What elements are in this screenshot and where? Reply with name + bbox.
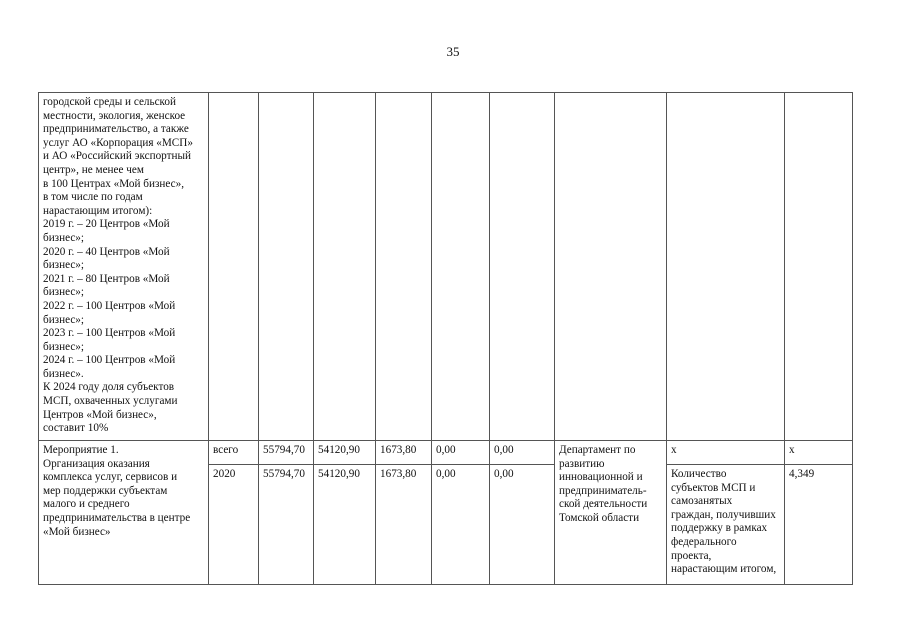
indicator-cell	[667, 441, 785, 465]
page-number: 35	[446, 44, 460, 59]
empty-cell	[490, 93, 555, 441]
federal-cell: 54120,90	[314, 465, 376, 585]
program-table	[38, 92, 853, 585]
regional-cell: 1673,80	[376, 465, 432, 585]
other-cell: 0,00	[490, 465, 555, 585]
empty-cell	[785, 93, 853, 441]
total-cell: 55794,70	[259, 441, 314, 465]
local-cell: 0,00	[432, 465, 490, 585]
continuation-text: городской среды и сельской местности, экология, женское предпринимательство, а также услуг АО «Корпорация «МСП» и АО «Российский экспортный центр», не менее чем в 100 Центрах «Мой бизнес», в том числе по годам нарастающим итогом): 2019 г. – 20 Центров «Мой бизнес»; 2020 г. – 40 Центров «Мой бизнес»; 2021 г. – 80 Центров «Мой бизнес»; 2022 г. – 100 Центров «Мой бизнес»; 2023 г. – 100 Центров «Мой бизнес»; 2024 г. – 100 Центров «Мой бизнес». К 2024 году доля субъектов МСП, охваченных услугами Центров «Мой бизнес», составит 10%	[43, 96, 193, 435]
empty-cell	[376, 93, 432, 441]
continuation-cell	[39, 93, 209, 441]
period-cell: 2020	[209, 465, 259, 585]
indicator-text: х	[671, 444, 677, 456]
continuation-row	[39, 93, 853, 441]
federal-cell: 54120,90	[314, 441, 376, 465]
period-cell: всего	[209, 441, 259, 465]
value-cell: х	[785, 441, 853, 465]
empty-cell	[259, 93, 314, 441]
other-cell: 0,00	[490, 441, 555, 465]
local-cell: 0,00	[432, 441, 490, 465]
empty-cell	[432, 93, 490, 441]
value-cell: 4,349	[785, 465, 853, 585]
empty-cell	[667, 93, 785, 441]
event-name: Мероприятие 1. Организация оказания комплекса услуг, сервисов и мер поддержки субъектам малого и среднего предпринимательства в центре «Мой бизнес»	[43, 444, 191, 538]
regional-cell: 1673,80	[376, 441, 432, 465]
responsible-text: Департамент по развитию инновационной и предприниматель- ской деятельности Томской области	[559, 444, 648, 524]
table-row	[39, 441, 853, 465]
responsible-cell	[555, 441, 667, 585]
indicator-cell	[667, 465, 785, 585]
empty-cell	[555, 93, 667, 441]
total-cell: 55794,70	[259, 465, 314, 585]
event-name-cell	[39, 441, 209, 585]
indicator-text: Количество субъектов МСП и самозанятых граждан, получивших поддержку в рамках федерального проекта, нарастающим итогом,	[671, 468, 777, 576]
empty-cell	[314, 93, 376, 441]
empty-cell	[209, 93, 259, 441]
